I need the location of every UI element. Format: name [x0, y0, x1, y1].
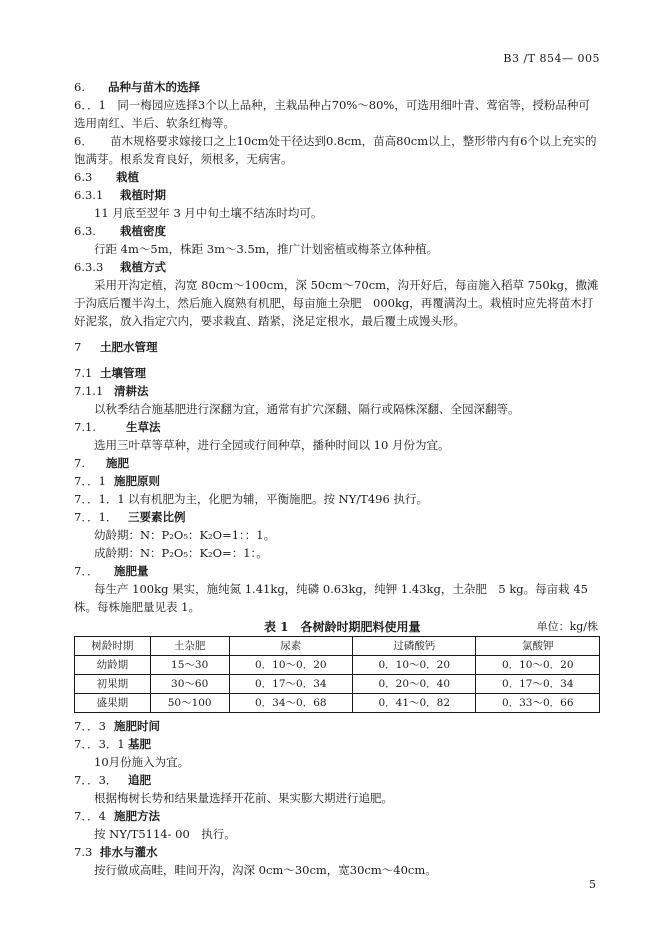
section-number: 6.3.1	[74, 188, 104, 202]
table-row	[75, 675, 600, 694]
table-title: 表 1 各树龄时期肥料使用量	[264, 620, 421, 634]
section-number: 7．．3．	[74, 773, 118, 787]
table-cell: 0．33～0．66	[476, 694, 600, 713]
section-6-heading	[74, 78, 600, 96]
table-cell: 50～100	[150, 694, 229, 713]
table-cell: 30～60	[150, 675, 229, 694]
paragraph-7-1-1: 以秋季结合施基肥进行深翻为宜，通常有扩穴深翻、隔行或隔株深翻、全园深翻等。	[94, 402, 520, 416]
section-title: 生草法	[126, 420, 161, 434]
section-number: 6.	[74, 80, 85, 94]
table-cell: 0．17～0．34	[476, 675, 600, 694]
section-7-2-1-heading	[74, 472, 600, 490]
paragraph-7-3: 按行做成高畦，畦间开沟，沟深 0cm～30cm，宽30cm～40cm。	[94, 863, 437, 877]
section-number: 7.	[74, 456, 85, 470]
document-code: B3 /T 854— 005	[503, 52, 600, 65]
section-number: 7．．1．	[74, 510, 118, 524]
section-title: 施肥量	[114, 564, 149, 578]
table-unit: 单位：kg/株	[536, 620, 598, 633]
page-number: 5	[589, 878, 596, 891]
table-cell: 15～30	[150, 656, 229, 675]
section-title: 栽植密度	[120, 224, 166, 238]
table-cell: 初果期	[75, 675, 151, 694]
table-header: 树龄时期	[75, 637, 151, 656]
paragraph-6-3-1: 11 月底至翌年 3 月中旬土壤不结冻时均可。	[94, 206, 323, 220]
table-header: 过磷酸钙	[353, 637, 476, 656]
table-cell: 幼龄期	[75, 656, 151, 675]
section-7-2-3-1-heading	[74, 735, 600, 753]
paragraph-7-2-1-1	[74, 490, 600, 508]
section-number: 7	[74, 340, 82, 354]
section-title: 施肥	[106, 456, 129, 470]
table-cell: 0．34～0．68	[229, 694, 352, 713]
spacer	[74, 330, 600, 338]
table-cell: 0．10～0．20	[476, 656, 600, 675]
fertilizer-table	[74, 636, 600, 713]
table-cell: 盛果期	[75, 694, 151, 713]
table-row	[75, 656, 600, 675]
table-cell: 0．41～0．82	[353, 694, 476, 713]
paragraph-6-1: 6．．1 同一梅园应选择3个以上品种，主栽品种占70%～80%，可选用细叶青、莺宿等，授粉品种可选用南红、半后、软条红梅等。	[74, 98, 590, 130]
section-7-2-heading	[74, 454, 600, 472]
section-number: 7.1.1	[74, 384, 104, 398]
section-title: 土肥水管理	[100, 340, 158, 354]
section-title: 品种与苗木的选择	[108, 80, 200, 94]
table-row	[75, 694, 600, 713]
section-title: 施肥原则	[114, 474, 160, 488]
section-7-2-3-2-heading	[74, 771, 600, 789]
section-title: 基肥	[128, 737, 151, 751]
section-7-2-1-2-heading	[74, 508, 600, 526]
section-number: 6.3.3	[74, 260, 104, 274]
section-number: 7．．1	[74, 474, 106, 488]
section-7-1-1-heading	[74, 382, 600, 400]
section-7-2-3-heading	[74, 717, 600, 735]
spacer	[74, 356, 600, 364]
section-title: 栽植	[116, 170, 139, 184]
paragraph-6-2: 6． 苗木规格要求嫁接口之上10cm处干径达到0.8cm，苗高80cm以上，整形带内有6个以上充实的饱满芽。根系发育良好，须根多，无病害。	[74, 134, 597, 166]
section-title: 排水与灌水	[100, 845, 158, 859]
ratio-mature: 成龄期：N：P₂O₅：K₂O=：1：。	[94, 546, 268, 560]
section-title: 施肥方法	[114, 809, 160, 823]
table-header: 尿素	[229, 637, 352, 656]
table-header-row	[75, 637, 600, 656]
section-number: 7.3	[74, 845, 93, 859]
section-6-3-heading	[74, 168, 600, 186]
section-7-1-heading	[74, 364, 600, 382]
section-7-2-4-heading	[74, 807, 600, 825]
section-title: 清耕法	[114, 384, 149, 398]
paragraph-6-3-2: 行距 4m～5m，株距 3m～3.5m，推广计划密植或梅茶立体种植。	[94, 242, 439, 256]
paragraph-6-3-3: 采用开沟定植，沟宽 80cm～100cm，深 50cm～70cm，沟开好后，每亩施入稻草 750kg，撒滩于沟底后覆半沟土，然后施入腐熟有机肥，每亩施土杂肥 000kg，再覆满沟土。栽植时应先将苗木打好泥浆，放入指定穴内，要求栽直、踏紧，浇足定根水，最后覆土成馒头形。	[74, 278, 599, 328]
section-title: 三要素比例	[128, 510, 186, 524]
table-cell: 0．10～0．20	[229, 656, 352, 675]
section-number: 7.1	[74, 366, 93, 380]
section-title: 土壤管理	[100, 366, 146, 380]
section-7-3-heading	[74, 843, 600, 861]
section-7-heading	[74, 338, 600, 356]
section-7-2-2-heading	[74, 562, 600, 580]
table-header: 氯酸钾	[476, 637, 600, 656]
paragraph-text: 以有机肥为主，化肥为辅，平衡施肥。按 NY/T496 执行。	[128, 492, 428, 506]
section-number: 7．．3	[74, 719, 106, 733]
ratio-young: 幼龄期：N：P₂O₅：K₂O=1：：1。	[94, 528, 276, 542]
paragraph-7-2-3-2: 根据梅树长势和结果量选择开花前、果实膨大期进行追肥。	[94, 791, 393, 805]
section-title: 栽植时期	[120, 188, 166, 202]
paragraph-7-1-2: 选用三叶草等草种，进行全园或行间种草，播种时间以 10 月份为宜。	[94, 438, 450, 452]
table-caption	[74, 618, 600, 636]
section-6-3-2-heading	[74, 222, 600, 240]
section-number: 7.1.	[74, 420, 96, 434]
section-title: 追肥	[128, 773, 151, 787]
table-cell: 0．10～0．20	[353, 656, 476, 675]
section-number: 7．．1．1	[74, 492, 125, 506]
table-cell: 0．20～0．40	[353, 675, 476, 694]
paragraph-7-2-4: 按 NY/T5114- 00 执行。	[94, 827, 236, 841]
section-number: 7．．3．1	[74, 737, 125, 751]
section-number: 6.3	[74, 170, 93, 184]
paragraph-7-2-2: 每生产 100kg 果实，施纯氮 1.41kg，纯磷 0.63kg，纯钾 1.43kg，土杂肥 5 kg。每亩栽 45 株。每株施肥量见表 1。	[74, 582, 588, 614]
section-7-1-2-heading	[74, 418, 600, 436]
section-number: 7．．4	[74, 809, 106, 823]
section-number: 7．．	[74, 564, 99, 578]
document-body	[74, 78, 600, 879]
section-number: 6.3.	[74, 224, 96, 238]
section-title: 栽植方式	[120, 260, 166, 274]
section-6-3-3-heading	[74, 258, 600, 276]
section-title: 施肥时间	[114, 719, 160, 733]
table-cell: 0．17～0．34	[229, 675, 352, 694]
section-6-3-1-heading	[74, 186, 600, 204]
table-header: 土杂肥	[150, 637, 229, 656]
paragraph-7-2-3-1: 10月份施入为宜。	[94, 755, 190, 769]
